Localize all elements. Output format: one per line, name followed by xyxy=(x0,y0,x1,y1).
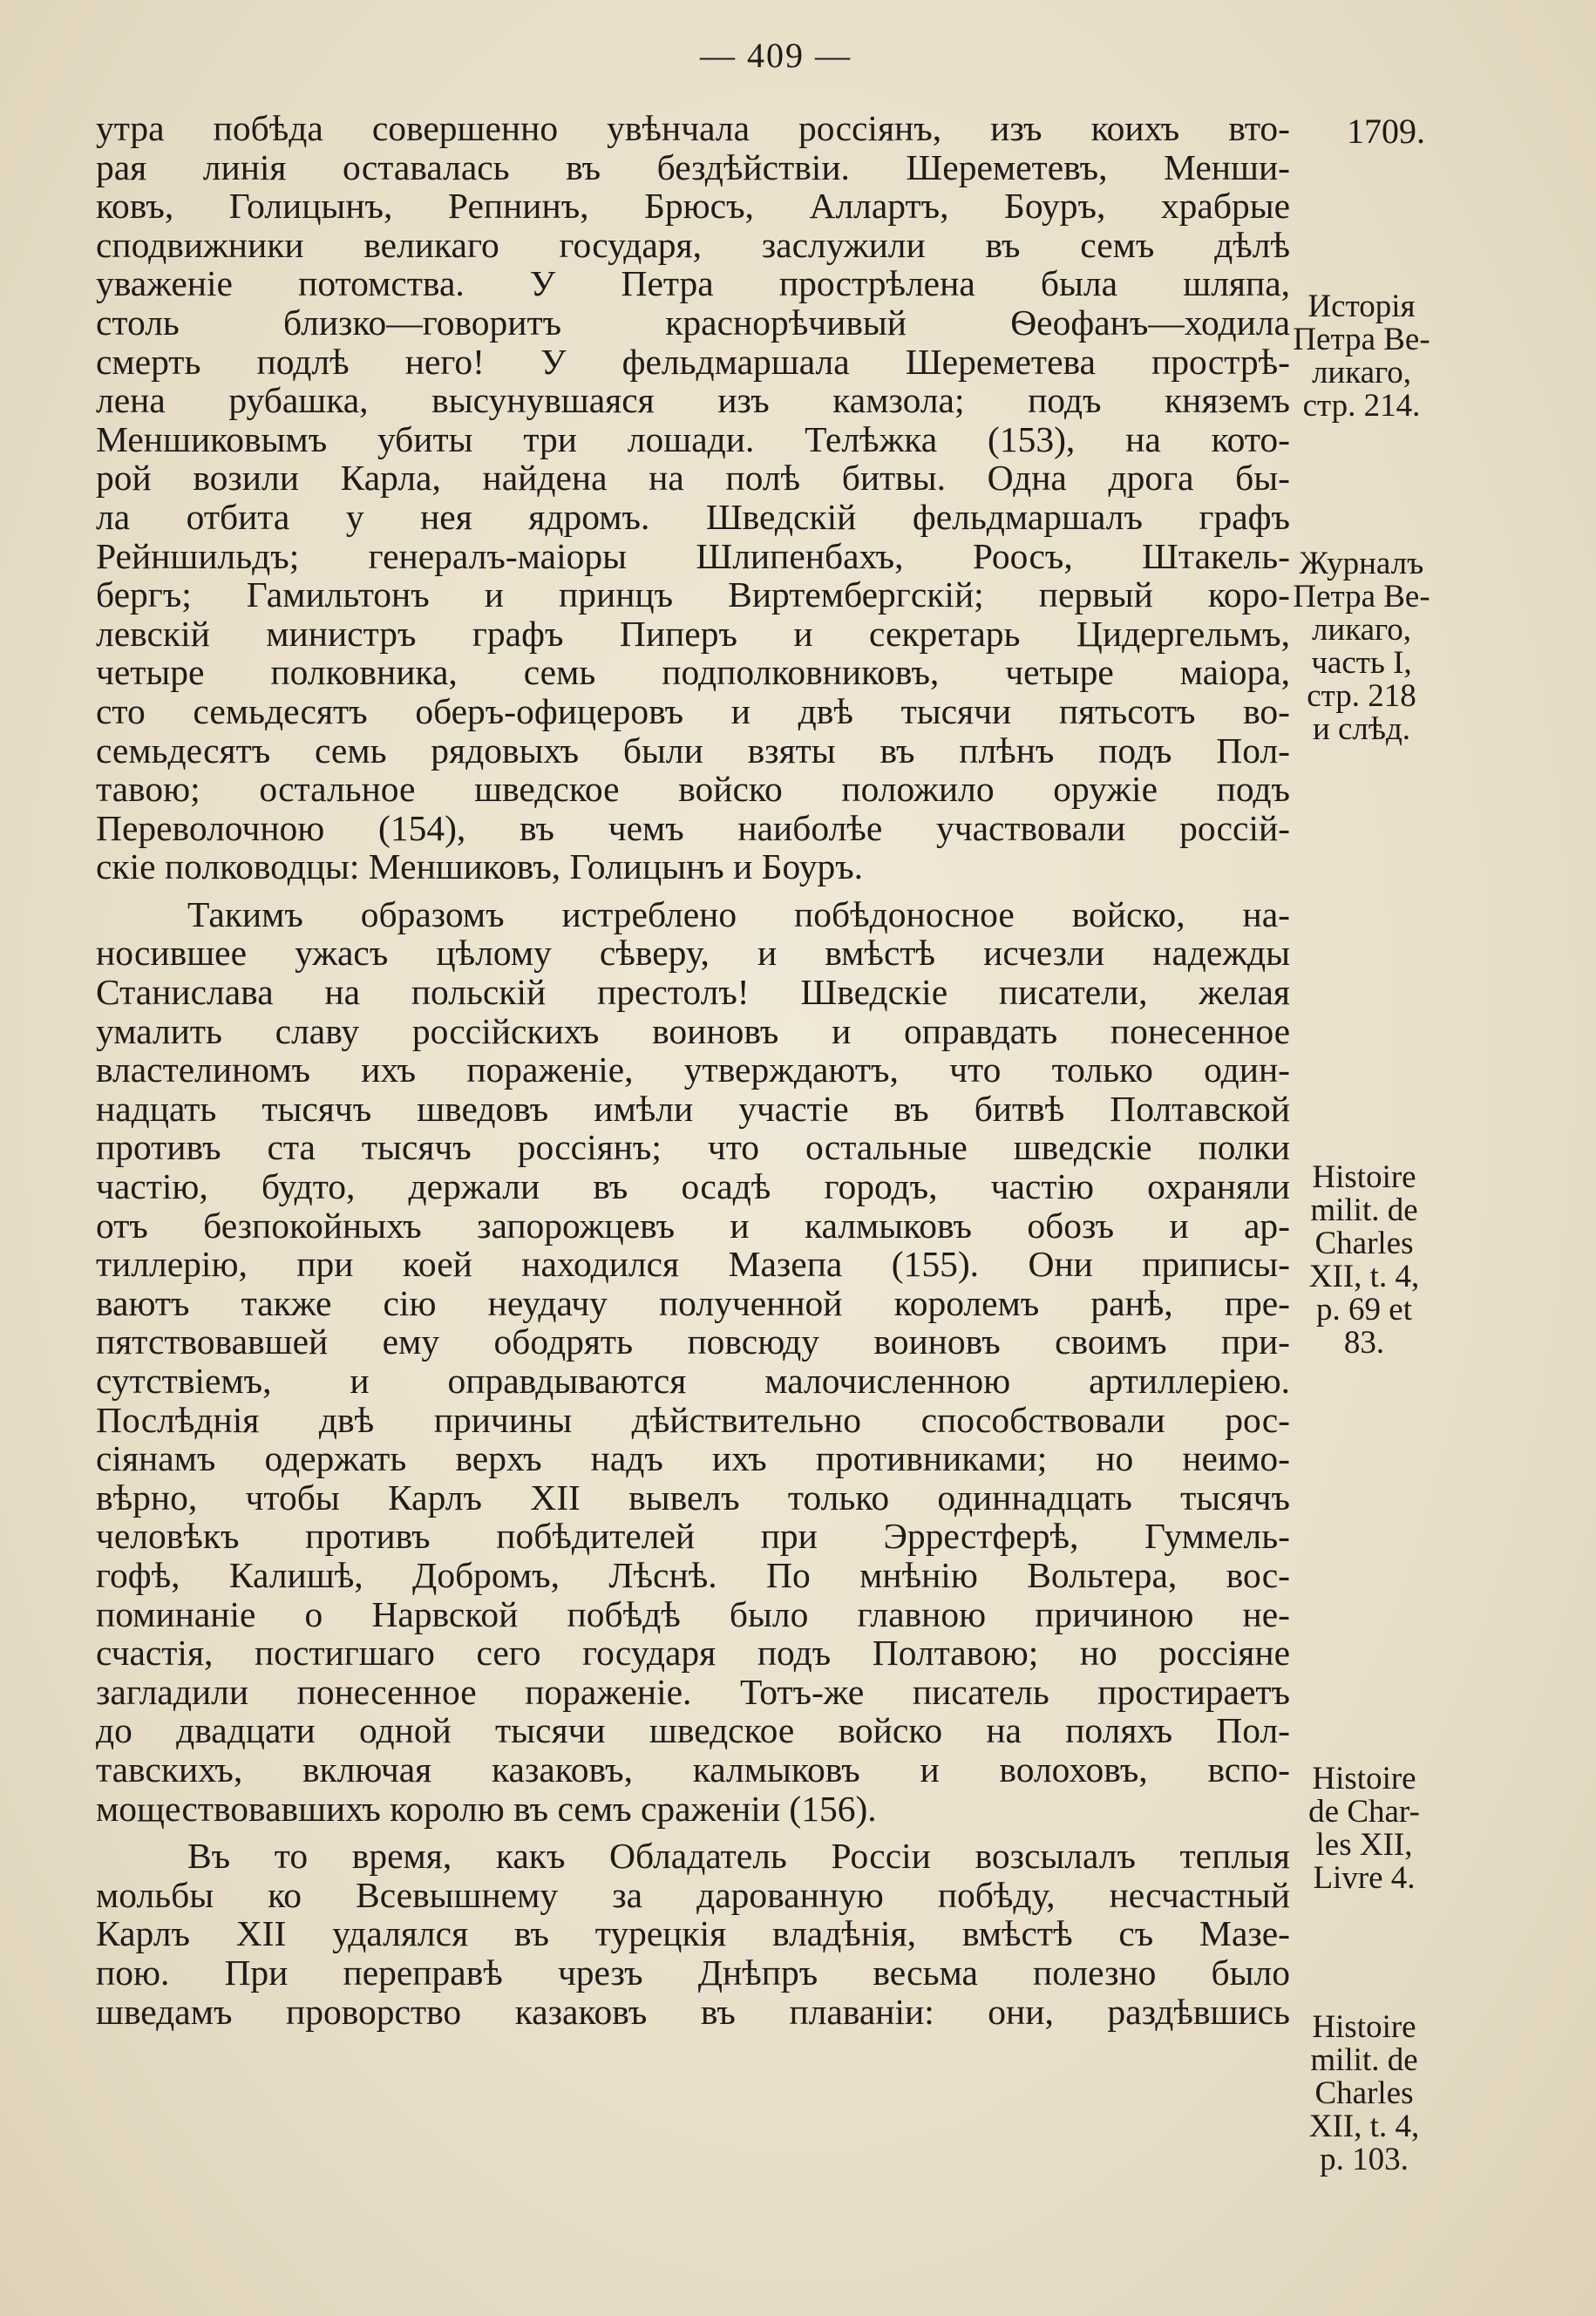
paragraph xyxy=(96,1837,1290,2031)
margin-note-line: p. 69 et xyxy=(1316,1292,1412,1328)
margin-note xyxy=(1274,547,1449,746)
text-line: отъ безпокойныхъ запорожцевъ и калмыковъ обозъ и ар- xyxy=(96,1205,1290,1246)
text-line: сіянамъ одержать верхъ надъ ихъ противниками; но неимо- xyxy=(96,1438,1290,1479)
text-line: скіе полководцы: Меншиковъ, Голицынъ и Боуръ. xyxy=(96,846,864,887)
margin-note-line: стр. 218 xyxy=(1307,678,1416,714)
margin-note-line: Charles xyxy=(1314,1226,1414,1261)
text-line: семьдесятъ семь рядовыхъ были взяты въ плѣнъ подъ Пол- xyxy=(96,730,1290,771)
text-line: смерть подлѣ него! У фельдмаршала Шереметева прострѣ- xyxy=(96,341,1290,382)
margin-note-line: Журналъ xyxy=(1299,546,1424,581)
margin-note-line: milit. de xyxy=(1310,2042,1418,2078)
text-line: рой возили Карла, найдена на полѣ битвы. Одна дрога бы- xyxy=(96,458,1290,499)
text-line: бергъ; Гамильтонъ и принцъ Виртембергскій; первый коро- xyxy=(96,574,1290,615)
text-line: тавою; остальное шведское войско положило оружіе подъ xyxy=(96,769,1290,810)
text-line: надцать тысячъ шведовъ имѣли участіе въ битвѣ Полтавской xyxy=(96,1088,1290,1129)
margin-note-line: 83. xyxy=(1343,1325,1385,1361)
text-line: рая линія оставалась въ бездѣйствіи. Шереметевъ, Менши- xyxy=(96,146,1290,187)
margin-note-line: Петра Ве- xyxy=(1293,322,1430,357)
margin-note xyxy=(1286,1161,1443,1360)
text-line: ваютъ также сію неудачу полученной королемъ ранѣ, пре- xyxy=(96,1282,1290,1323)
page-number: — 409 — xyxy=(700,36,852,75)
text-line: Карлъ XII удалялся въ турецкія владѣнія, вмѣстѣ съ Мазе- xyxy=(96,1913,1290,1954)
margin-note-line: les XII, xyxy=(1315,1827,1413,1863)
text-line: лена рубашка, высунувшаяся изъ камзола; подъ княземъ xyxy=(96,380,1290,421)
margin-note-line: Histoire xyxy=(1312,1159,1416,1195)
text-line: сутствіемъ, и оправдываются малочисленною артиллеріею. xyxy=(96,1361,1290,1401)
text-line: Такимъ образомъ истреблено побѣдоносное войско, на- xyxy=(187,893,1290,934)
text-line: четыре полковника, семь подполковниковъ, четыре маіора, xyxy=(96,652,1290,693)
margin-note-line: ликаго, xyxy=(1311,612,1412,648)
text-line: ла отбита у нея ядромъ. Шведскій фельдмаршалъ графъ xyxy=(96,496,1290,537)
text-line: сто семьдесятъ оберъ-офицеровъ и двѣ тысячи пятьсотъ во- xyxy=(96,690,1290,731)
margin-note xyxy=(1274,290,1449,423)
text-line: вѣрно, чтобы Карлъ XII вывелъ только одиннадцать тысячъ xyxy=(96,1477,1290,1518)
paragraph xyxy=(96,895,1290,1828)
text-line: счастія, постигшаго сего государя подъ Полтавою; но россіяне xyxy=(96,1633,1290,1674)
text-line: утра побѣда совершенно увѣнчала россіянъ, изъ коихъ вто- xyxy=(96,108,1290,148)
text-line: моществовавшихъ королю въ семъ сраженіи (156). xyxy=(96,1788,877,1829)
main-text-column xyxy=(96,109,1290,2031)
text-line: левскій министръ графъ Пиперъ и секретарь Цидергельмъ, xyxy=(96,613,1290,654)
text-line: властелиномъ ихъ пораженіе, утверждаютъ, что только один- xyxy=(96,1049,1290,1090)
margin-note-line: Histoire xyxy=(1312,2009,1416,2045)
text-line: Меншиковымъ убиты три лошади. Телѣжка (153), на кото- xyxy=(96,418,1290,459)
margin-note-line: Histoire xyxy=(1312,1761,1416,1796)
margin-note-line: Charles xyxy=(1314,2075,1414,2111)
margin-note-line: XII, t. 4, xyxy=(1308,2109,1420,2144)
text-line: тиллерію, при коей находился Мазепа (155). Они приписы- xyxy=(96,1244,1290,1285)
text-line: носившее ужасъ цѣлому сѣверу, и вмѣстѣ исчезли надежды xyxy=(96,933,1290,974)
text-line: уваженіе потомства. У Петра прострѣлена была шляпа, xyxy=(96,263,1290,304)
text-line: Переволочною (154), въ чемъ наиболѣе участвовали россій- xyxy=(96,807,1290,848)
text-line: частію, будто, держали въ осадѣ городъ, частію охраняли xyxy=(96,1166,1290,1207)
margin-note xyxy=(1286,2011,1443,2177)
text-line: Станислава на польскій престолъ! Шведскіе писатели, желая xyxy=(96,972,1290,1013)
text-line: мольбы ко Всевышнему за дарованную побѣду, несчастный xyxy=(96,1874,1290,1915)
margin-note-line: ликаго, xyxy=(1311,355,1412,391)
text-line: противъ ста тысячъ россіянъ; что остальные шведскіе полки xyxy=(96,1127,1290,1168)
text-line: Въ то время, какъ Обладатель Россіи возсылалъ теплыя xyxy=(187,1836,1290,1877)
text-line: ковъ, Голицынъ, Репнинъ, Брюсъ, Аллартъ, Боуръ, храбрые xyxy=(96,186,1290,227)
margin-note-line: стр. 214. xyxy=(1302,388,1421,424)
text-line: умалить славу россійскихъ воиновъ и оправдать понесенное xyxy=(96,1010,1290,1051)
margin-note-line: milit. de xyxy=(1310,1192,1418,1228)
year-marker: 1709. xyxy=(1347,112,1425,151)
margin-note-line: часть I, xyxy=(1311,645,1412,681)
margin-note-line: Исторія xyxy=(1307,289,1416,324)
text-line: гофѣ, Калишѣ, Добромъ, Лѣснѣ. По мнѣнію Вольтера, вос- xyxy=(96,1554,1290,1595)
text-line: шведамъ проворство казаковъ въ плаваніи: они, раздѣвшись xyxy=(96,1991,1290,2032)
margin-note-line: и слѣд. xyxy=(1312,711,1411,747)
text-line: до двадцати одной тысячи шведское войско на поляхъ Пол- xyxy=(96,1710,1290,1751)
margin-note-line: XII, t. 4, xyxy=(1308,1259,1420,1294)
margin-note-line: Livre 4. xyxy=(1313,1860,1416,1896)
text-line: человѣкъ противъ побѣдителей при Эррестферѣ, Гуммель- xyxy=(96,1516,1290,1557)
paragraph xyxy=(96,109,1290,886)
text-line: тавскихъ, включая казаковъ, калмыковъ и волоховъ, вспо- xyxy=(96,1749,1290,1790)
margin-note-line: de Char- xyxy=(1308,1794,1420,1830)
text-line: пятствовавшей ему ободрять повсюду воиновъ своимъ при- xyxy=(96,1321,1290,1362)
margin-note-line: p. 103. xyxy=(1320,2142,1409,2177)
text-line: поминаніе о Нарвской побѣдѣ было главною причиною не- xyxy=(96,1593,1290,1634)
text-line: Рейншильдъ; генералъ-маіоры Шлипенбахъ, Роосъ, Штакель- xyxy=(96,535,1290,576)
margin-note xyxy=(1286,1762,1443,1895)
text-line: загладили понесенное пораженіе. Тотъ-же писатель простираетъ xyxy=(96,1671,1290,1712)
text-line: столь близко—говоритъ краснорѣчивый Ѳеофанъ—ходила xyxy=(96,302,1290,343)
text-line: пою. При переправѣ чрезъ Днѣпръ весьма полезно было xyxy=(96,1952,1290,1993)
text-line: Послѣднія двѣ причины дѣйствительно способствовали рос- xyxy=(96,1399,1290,1440)
text-line: сподвижники великаго государя, заслужили въ семъ дѣлѣ xyxy=(96,224,1290,265)
margin-note-line: Петра Ве- xyxy=(1293,579,1430,615)
